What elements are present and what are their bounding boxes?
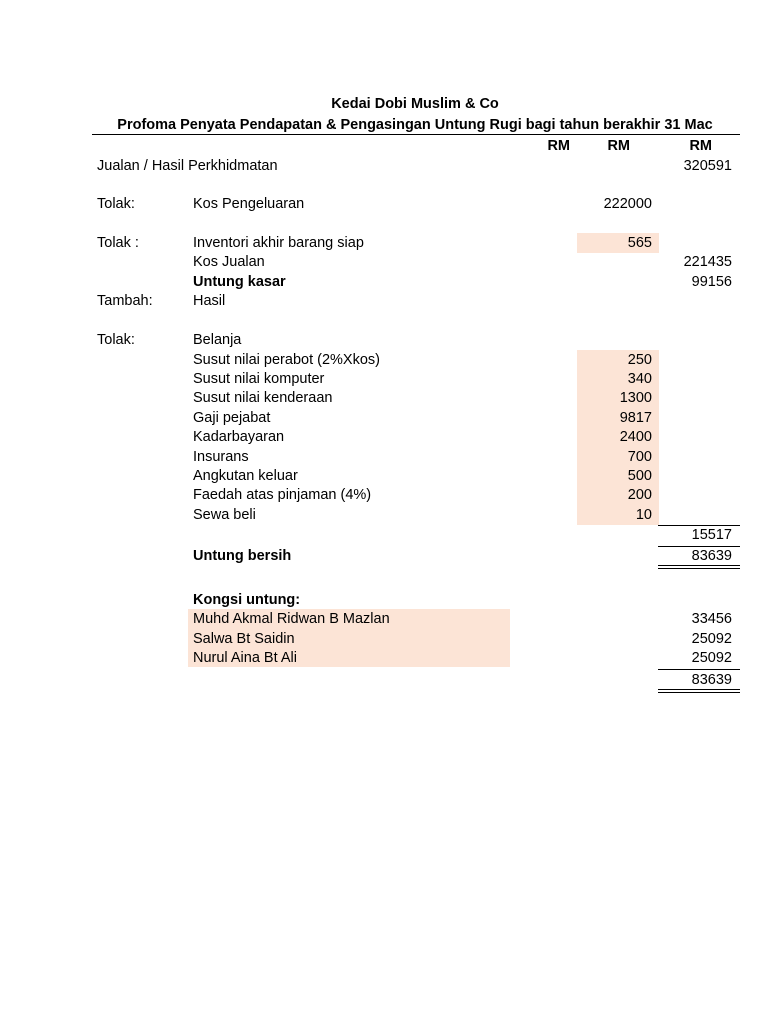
partner-name: Muhd Akmal Ridwan B Mazlan — [193, 611, 390, 627]
column-header-2: RM — [607, 138, 630, 154]
net-profit-label: Untung bersih — [193, 548, 292, 564]
expense-item-amount: 500 — [627, 468, 652, 484]
expense-item-label: Susut nilai kenderaan — [193, 390, 333, 406]
inventory-amount: 565 — [627, 235, 652, 251]
sales-amount: 320591 — [683, 158, 732, 174]
net-profit-double-rule — [658, 565, 740, 566]
expenses-prefix: Tolak: — [97, 332, 135, 348]
expense-item-label: Insurans — [193, 449, 249, 465]
expense-item-label: Gaji pejabat — [193, 410, 271, 426]
net-profit-amount: 83639 — [691, 548, 732, 564]
expenses-total-amount: 15517 — [691, 527, 732, 543]
partner-name: Salwa Bt Saidin — [193, 631, 295, 647]
partner-amount: 33456 — [691, 611, 732, 627]
expense-item-label: Susut nilai perabot (2%Xkos) — [193, 352, 380, 368]
partner-amount: 25092 — [691, 631, 732, 647]
income-label: Hasil — [193, 293, 226, 309]
expense-item-label: Angkutan keluar — [193, 468, 298, 484]
expense-item-label: Kadarbayaran — [193, 429, 285, 445]
inventory-label: Inventori akhir barang siap — [193, 235, 364, 251]
expense-item-amount: 2400 — [619, 429, 652, 445]
cost-production-prefix: Tolak: — [97, 196, 135, 212]
partner-name: Nurul Aina Bt Ali — [193, 650, 297, 666]
cost-production-amount: 222000 — [603, 196, 652, 212]
cost-of-sales-label: Kos Jualan — [193, 254, 265, 270]
sales-label: Jualan / Hasil Perkhidmatan — [97, 158, 278, 174]
expense-item-amount: 10 — [635, 507, 652, 523]
profit-sharing-top-rule — [658, 669, 740, 670]
profit-sharing-double-rule — [658, 692, 740, 693]
expense-item-amount: 700 — [627, 449, 652, 465]
profit-sharing-double-rule — [658, 689, 740, 690]
cost-of-sales-amount: 221435 — [683, 254, 732, 270]
expense-item-label: Susut nilai komputer — [193, 371, 325, 387]
expense-item-amount: 250 — [627, 352, 652, 368]
gross-profit-amount: 99156 — [691, 274, 732, 290]
company-title: Kedai Dobi Muslim & Co — [331, 96, 499, 112]
net-profit-double-rule — [658, 568, 740, 569]
cost-production-label: Kos Pengeluaran — [193, 196, 305, 212]
column-header-1: RM — [547, 138, 570, 154]
expense-item-label: Sewa beli — [193, 507, 256, 523]
inventory-prefix: Tolak : — [97, 235, 139, 251]
expense-item-amount: 1300 — [619, 390, 652, 406]
expenses-label: Belanja — [193, 332, 242, 348]
expense-item-label: Faedah atas pinjaman (4%) — [193, 487, 372, 503]
expense-item-amount: 9817 — [619, 410, 652, 426]
gross-profit-label: Untung kasar — [193, 274, 286, 290]
expense-item-amount: 200 — [627, 487, 652, 503]
income-prefix: Tambah: — [97, 293, 153, 309]
partner-amount: 25092 — [691, 650, 732, 666]
expense-item-amount: 340 — [627, 371, 652, 387]
title-underline — [92, 134, 740, 135]
statement-title: Profoma Penyata Pendapatan & Pengasingan Untung Rugi bagi tahun berakhir 31 Mac — [117, 117, 713, 133]
profit-sharing-total-amount: 83639 — [691, 672, 732, 688]
column-header-3: RM — [689, 138, 712, 154]
profit-sharing-label: Kongsi untung: — [193, 592, 301, 608]
